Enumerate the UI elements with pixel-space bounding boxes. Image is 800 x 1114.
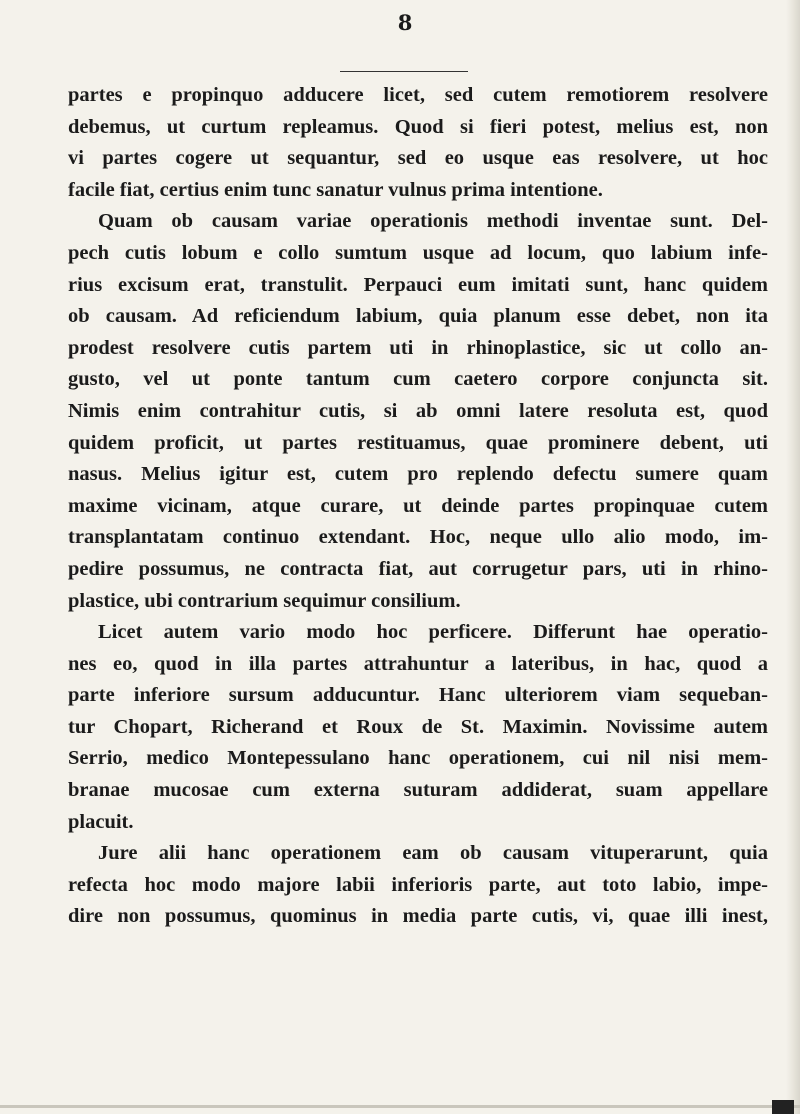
text-line: tur Chopart, Richerand et Roux de St. Maximin. Novissime autem bbox=[68, 715, 768, 738]
page-edge-shadow bbox=[786, 0, 800, 1114]
text-line: vi partes cogere ut sequantur, sed eo usque eas resolvere, ut hoc bbox=[68, 147, 768, 170]
text-line: Jure alii hanc operationem eam ob causam vituperarunt, quia bbox=[98, 842, 768, 865]
text-line: quidem proficit, ut partes restituamus, quae prominere debent, uti bbox=[68, 431, 768, 454]
text-line: gusto, vel ut ponte tantum cum caetero corpore conjuncta sit. bbox=[68, 368, 768, 391]
text-line: Serrio, medico Montepessulano hanc operationem, cui nil nisi mem- bbox=[68, 747, 768, 770]
text-line: Nimis enim contrahitur cutis, si ab omni latere resoluta est, quod bbox=[68, 399, 768, 422]
page-corner-mark bbox=[772, 1100, 794, 1114]
text-line: branae mucosae cum externa suturam addiderat, suam appellare bbox=[68, 779, 768, 802]
header-rule bbox=[340, 71, 468, 72]
text-line: pedire possumus, ne contracta fiat, aut corrugetur pars, uti in rhino- bbox=[68, 557, 768, 580]
text-line: pech cutis lobum e collo sumtum usque ad locum, quo labium infe- bbox=[68, 241, 768, 264]
text-line: placuit. bbox=[68, 810, 134, 833]
text-line: dire non possumus, quominus in media parte cutis, vi, quae illi inest, bbox=[68, 905, 768, 928]
text-line: Licet autem vario modo hoc perficere. Differunt hae operatio- bbox=[98, 621, 768, 644]
text-line: prodest resolvere cutis partem uti in rhinoplastice, sic ut collo an- bbox=[68, 336, 768, 359]
text-line: rius excisum erat, transtulit. Perpauci eum imitati sunt, hanc quidem bbox=[68, 273, 768, 296]
text-line: Quam ob causam variae operationis methodi inventae sunt. Del- bbox=[98, 210, 768, 233]
text-line: facile fiat, certius enim tunc sanatur vulnus prima intentione. bbox=[68, 178, 603, 201]
text-line: ob causam. Ad reficiendum labium, quia planum esse debet, non ita bbox=[68, 305, 768, 328]
page-number: 8 bbox=[397, 10, 413, 35]
page-bottom-edge bbox=[0, 1105, 800, 1108]
text-line: maxime vicinam, atque curare, ut deinde partes propinquae cutem bbox=[68, 494, 768, 517]
body-text bbox=[68, 80, 768, 933]
text-line: refecta hoc modo majore labii inferioris parte, aut toto labio, impe- bbox=[68, 873, 768, 896]
text-line: parte inferiore sursum adducuntur. Hanc ulteriorem viam sequeban- bbox=[68, 684, 768, 707]
text-line: nes eo, quod in illa partes attrahuntur a lateribus, in hac, quod a bbox=[68, 652, 768, 675]
text-line: nasus. Melius igitur est, cutem pro replendo defectu sumere quam bbox=[68, 463, 768, 486]
text-line: debemus, ut curtum repleamus. Quod si fieri potest, melius est, non bbox=[68, 115, 768, 138]
text-line: transplantatam continuo extendant. Hoc, neque ullo alio modo, im- bbox=[68, 526, 768, 549]
text-line: partes e propinquo adducere licet, sed cutem remotiorem resolvere bbox=[68, 84, 768, 106]
text-line: plastice, ubi contrarium sequimur consilium. bbox=[68, 589, 461, 612]
